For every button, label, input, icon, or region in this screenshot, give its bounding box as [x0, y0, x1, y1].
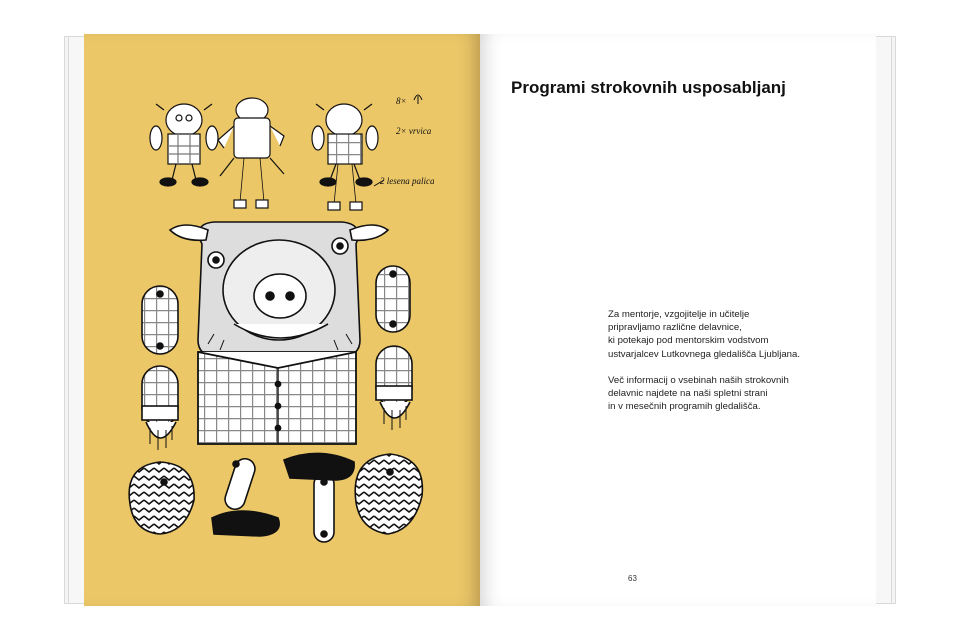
- small-puppet-front: [150, 104, 218, 186]
- puppet-leg-left: [129, 462, 194, 534]
- paragraph-1: [608, 308, 858, 361]
- text-line: ustvarjalcev Lutkovnega gledališča Ljubljana.: [608, 348, 800, 360]
- text-line: pripravljamo različne delavnice,: [608, 322, 742, 334]
- puppet-head: [170, 222, 388, 356]
- page-number: 63: [628, 574, 637, 583]
- page-title: Programi strokovnih usposabljanj: [511, 78, 786, 97]
- left-page-illustration: [84, 34, 480, 606]
- annotation-screws: 8×: [396, 96, 407, 106]
- puppet-forearm-left: [142, 366, 178, 450]
- right-page: [480, 34, 876, 606]
- puppet-upper-arm-left: [142, 286, 178, 354]
- text-line: in v mesečnih programih gledališča.: [608, 401, 761, 413]
- annotation-string: 2× vrvica: [396, 126, 432, 136]
- puppet-forearm-right: [376, 346, 412, 430]
- body-text: [608, 308, 858, 426]
- paragraph-2: [608, 374, 858, 414]
- puppet-leg-right: [355, 454, 422, 534]
- puppet-shin-right: [284, 453, 354, 542]
- puppet-parts-illustration: [84, 34, 480, 606]
- text-line: delavnic najdete na naši spletni strani: [608, 388, 768, 400]
- open-book: [64, 34, 896, 606]
- text-line: Več informacij o vsebinah naših strokovnih: [608, 374, 789, 386]
- puppet-shin-left: [212, 456, 279, 536]
- text-line: ki potekajo pod mentorskim vodstvom: [608, 335, 769, 347]
- puppet-shirt: [198, 352, 356, 444]
- annotation-stick: 2 lesena palica: [380, 176, 435, 186]
- text-line: Za mentorje, vzgojitelje in učitelje: [608, 309, 750, 320]
- small-puppet-back: [218, 98, 284, 208]
- small-puppet-side: [312, 104, 378, 210]
- annotations: [374, 95, 435, 186]
- puppet-upper-arm-right: [376, 266, 410, 332]
